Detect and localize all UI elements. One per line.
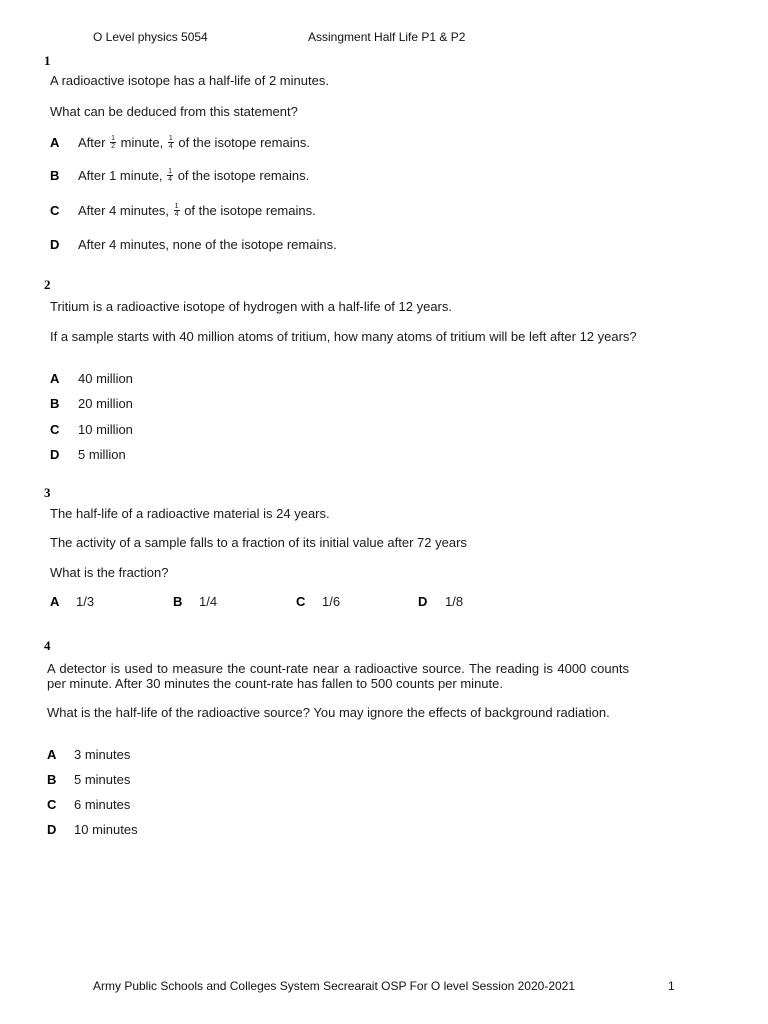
fraction [174,203,180,218]
option-text-part: After 4 minutes, [78,203,170,218]
fraction [167,168,173,183]
question-number: 1 [44,53,51,68]
question-prompt: What can be deduced from this statement? [50,104,298,119]
option-text: 5 million [78,447,126,462]
option-label: D [47,822,57,837]
fraction-numerator: 1 [111,135,115,143]
question-statement: The activity of a sample falls to a fraction of its initial value after 72 years [50,535,467,550]
option-label: A [47,747,57,762]
option-text [78,135,310,151]
footer-text: Army Public Schools and Colleges System Secrearait OSP For O level Session 2020-2021 [93,979,576,993]
header-left: O Level physics 5054 [93,30,208,44]
option-label: C [47,797,57,812]
option-label: B [173,594,183,609]
fraction-numerator: 1 [174,203,179,211]
option-text-part: of the isotope remains. [178,135,310,150]
option-text: 1/3 [76,594,95,609]
option-text: 1/6 [322,594,341,609]
option-text: After 4 minutes, none of the isotope remains. [78,237,337,252]
option-label: D [50,447,60,462]
option-text [78,203,316,219]
question-stem: A radioactive isotope has a half-life of 2 minutes. [50,73,329,88]
fraction [110,135,116,150]
option-text [78,168,309,184]
question-prompt: What is the fraction? [50,565,169,580]
fraction-denominator: 4 [168,143,173,151]
option-label: B [47,772,57,787]
option-text: 10 minutes [74,822,138,837]
option-text-part: of the isotope remains. [177,168,310,183]
question-number: 4 [44,638,51,653]
option-text: 1/4 [199,594,218,609]
question-number: 2 [44,277,51,292]
option-text: 6 minutes [74,797,131,812]
option-label: B [50,168,60,183]
option-text: 40 million [78,371,133,386]
option-text-part: minute, [120,135,164,150]
header-right: Assingment Half Life P1 & P2 [308,30,466,44]
fraction-numerator: 1 [168,135,173,143]
fraction-denominator: 4 [168,176,173,184]
question-stem: A detector is used to measure the count-rate near a radioactive source. The reading is 4000 counts per minute. After 30 minutes the count-rate has fallen to 500 counts per minute. [47,661,629,691]
option-text-part: of the isotope remains. [184,203,316,218]
option-label: D [418,594,428,609]
question-number: 3 [44,485,51,500]
fraction-denominator: 4 [174,211,179,219]
option-text-part: After 1 minute, [78,168,163,183]
option-label: A [50,135,60,150]
question-prompt: If a sample starts with 40 million atoms of tritium, how many atoms of tritium will be left after 12 years? [50,329,637,344]
fraction [168,135,174,150]
option-text: 10 million [78,422,133,437]
option-text: 5 minutes [74,772,131,787]
option-text: 20 million [78,396,133,411]
fraction-denominator: 2 [111,143,115,151]
question-stem: Tritium is a radioactive isotope of hydrogen with a half-life of 12 years. [50,299,452,314]
option-label: B [50,396,60,411]
question-prompt: What is the half-life of the radioactive source? You may ignore the effects of background radiation. [47,705,610,720]
page-number: 1 [668,979,675,993]
question-stem: The half-life of a radioactive material is 24 years. [50,506,330,521]
option-label: D [50,237,60,252]
option-label: A [50,594,60,609]
option-text-part: After [78,135,106,150]
option-text: 3 minutes [74,747,131,762]
option-label: C [296,594,306,609]
option-text: 1/8 [445,594,464,609]
option-label: C [50,422,60,437]
option-label: C [50,203,60,218]
option-label: A [50,371,60,386]
fraction-numerator: 1 [168,168,173,176]
